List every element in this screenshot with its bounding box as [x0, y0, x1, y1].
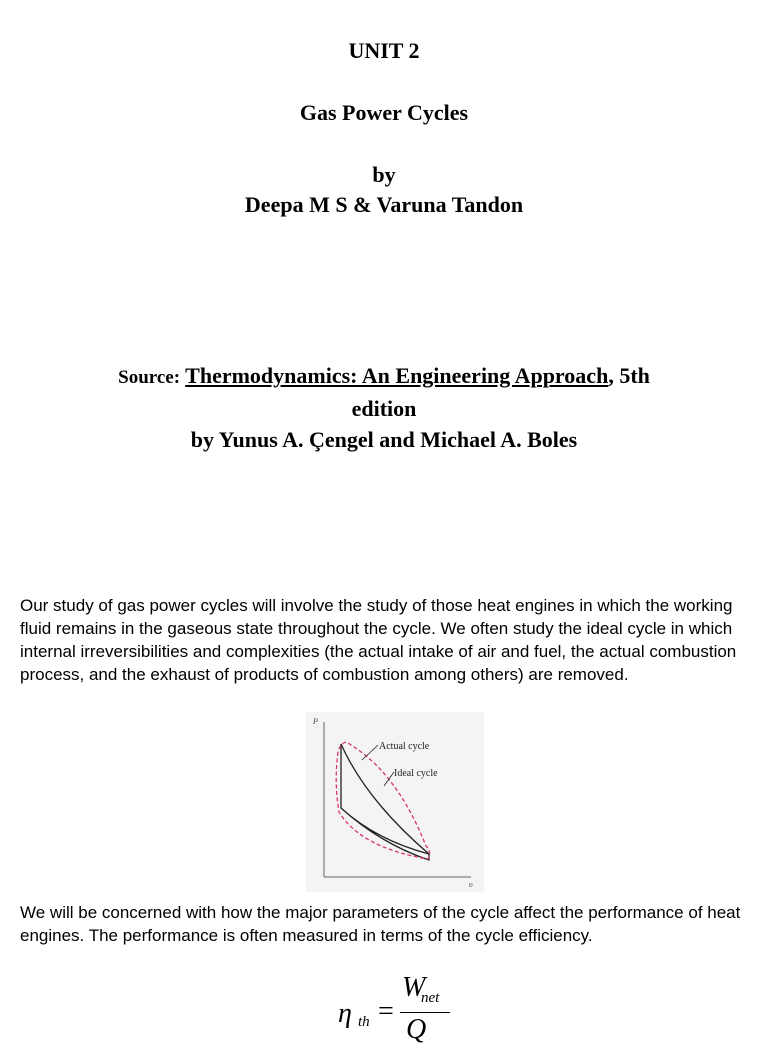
y-axis-label: P [313, 717, 318, 726]
intro-paragraph: Our study of gas power cycles will involve the study of those heat engines in which the working fluid remains in the gaseous state throughout the cycle. We often study the ideal cycle in which internal irreversibilities and complexities (the actual intake of air and fuel, the actual combustion process, and the exhaust of products of combustion among others) are removed. [20, 596, 737, 684]
unit-heading: UNIT 2 [348, 38, 420, 63]
actual-cycle-label: Actual cycle [379, 741, 430, 752]
performance-paragraph: We will be concerned with how the major parameters of the cycle affect the performance of heat engines. The performance is often measured in terms of the cycle efficiency. [20, 903, 741, 945]
pv-diagram [306, 712, 484, 892]
denominator-q: Q [406, 1014, 427, 1045]
edition-suffix: , 5th [608, 363, 650, 388]
x-axis-label: υ [469, 880, 473, 889]
numerator-subscript: net [421, 990, 440, 1006]
equals-sign: = [378, 996, 394, 1027]
by-line: by [372, 162, 396, 187]
pv-diagram-figure [306, 712, 484, 892]
book-authors: by Yunus A. Çengel and Michael A. Boles [190, 427, 578, 452]
edition-word: edition [351, 396, 417, 421]
efficiency-equation [332, 970, 472, 1045]
source-label: Source: [118, 367, 181, 388]
fraction-bar [400, 1012, 450, 1013]
ideal-cycle-label: Ideal cycle [394, 768, 438, 779]
eta-subscript: th [358, 1014, 370, 1030]
topic-heading: Gas Power Cycles [299, 100, 469, 125]
figure-background [306, 712, 484, 892]
book-title: Thermodynamics: An Engineering Approach [185, 363, 609, 388]
authors-line: Deepa M S & Varuna Tandon [244, 192, 524, 217]
eta-symbol: η [338, 998, 352, 1029]
numerator-w: W [402, 972, 426, 1003]
source-citation [40, 360, 728, 455]
